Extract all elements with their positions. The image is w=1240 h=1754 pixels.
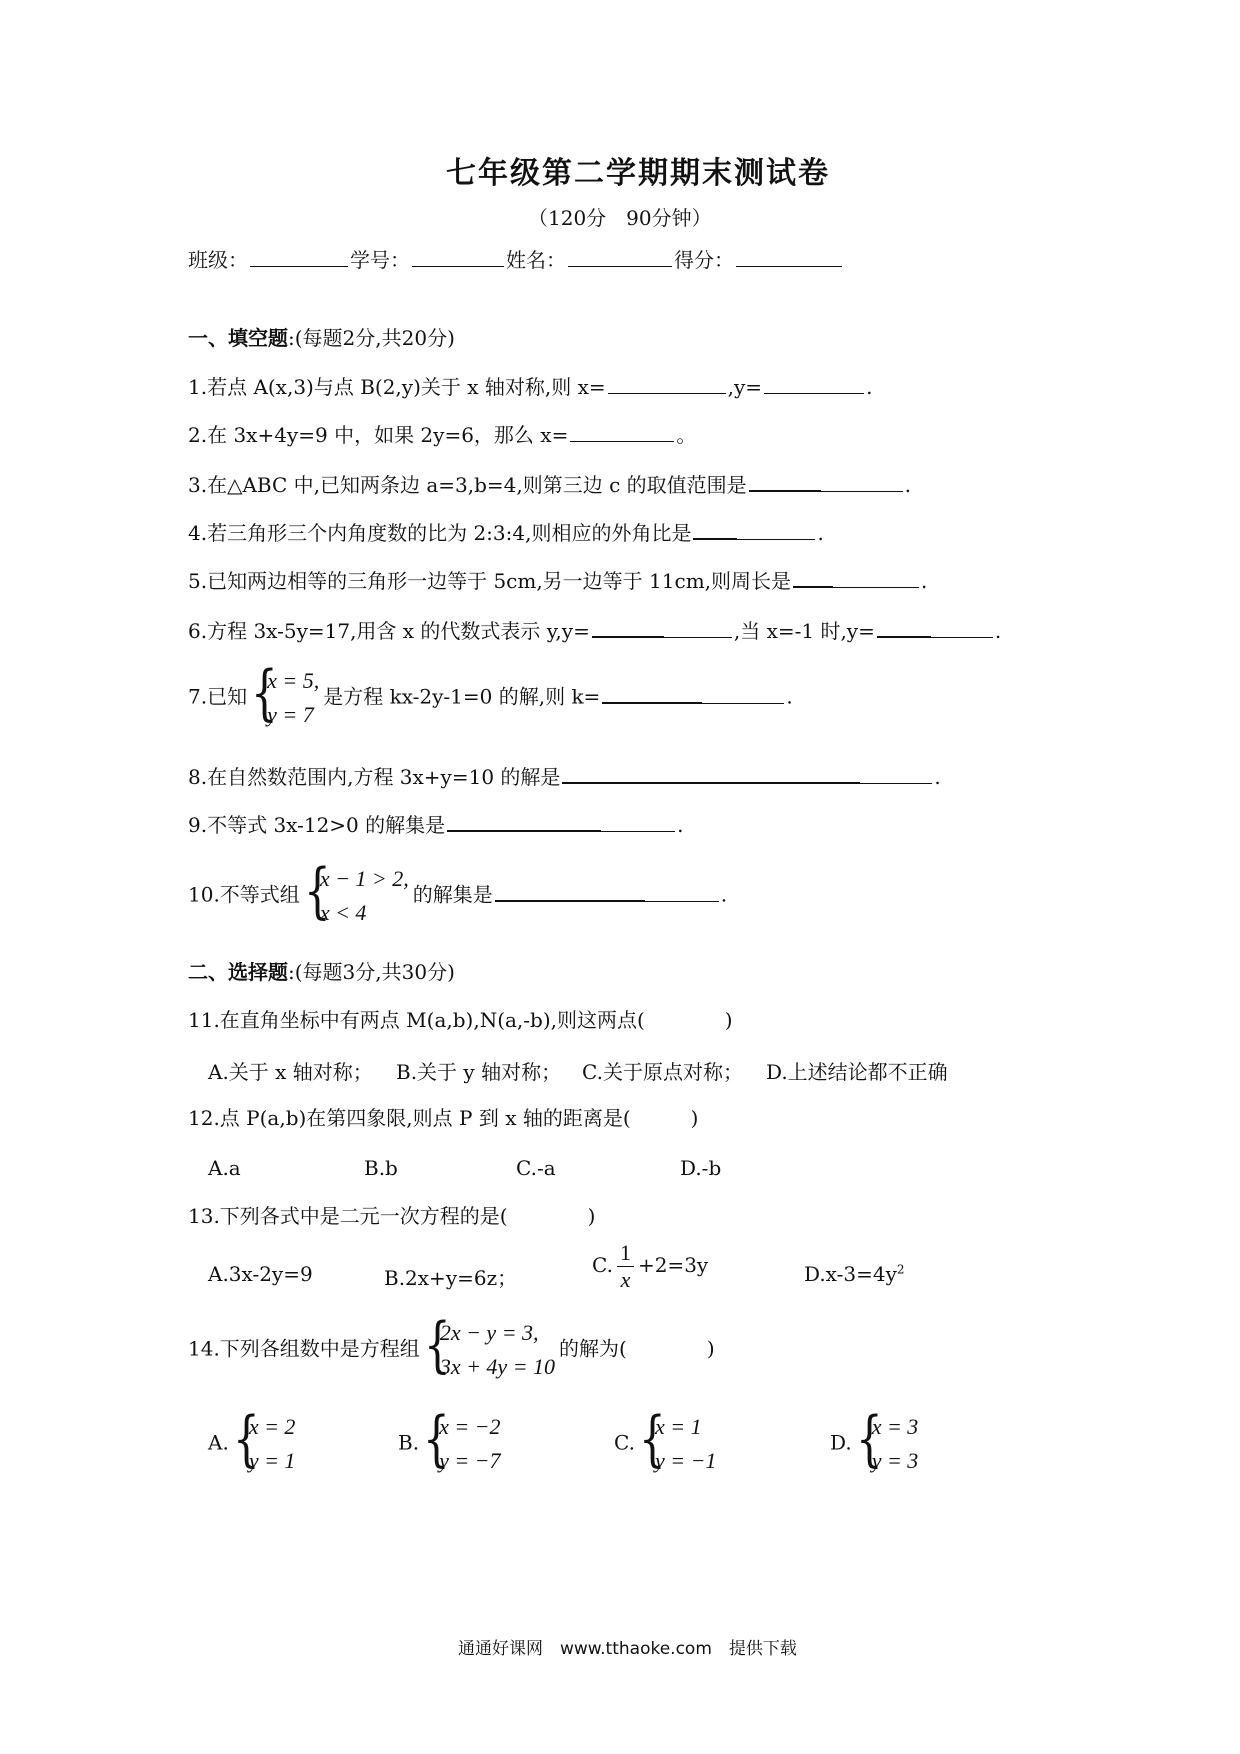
- question-10-pre: 10.不等式组: [188, 882, 300, 907]
- q14-option-d-eq1: x = 3: [871, 1414, 919, 1439]
- q14-option-a-eq1: x = 2: [248, 1414, 296, 1439]
- section1-note: :(每题2分,共20分): [288, 326, 455, 350]
- q14-option-d-eq2: y = 3: [871, 1448, 919, 1473]
- q14-option-b-eq2: y = −7: [439, 1448, 501, 1473]
- q11-option-b[interactable]: B.关于 y 轴对称；: [396, 1060, 562, 1084]
- q13-option-c-label: C.: [592, 1253, 613, 1277]
- q1-blank-x-bold[interactable]: [608, 373, 666, 394]
- question-6-text: 6.方程 3x-5y=17,用含 x 的代数式表示 y,y=: [188, 619, 590, 643]
- q5-blank-a[interactable]: [793, 566, 833, 588]
- q14-option-d[interactable]: [830, 1404, 922, 1478]
- q14-option-d-label: D.: [830, 1430, 852, 1455]
- section2-heading: [188, 956, 455, 985]
- name-label: 姓名：: [506, 248, 566, 272]
- question-1-mid: ,y=: [727, 375, 763, 399]
- section1-heading: [188, 322, 455, 351]
- q7-blank-a[interactable]: [602, 682, 702, 704]
- q3-blank-a[interactable]: [749, 470, 821, 492]
- q13-option-c-rest: +2=3y: [637, 1253, 709, 1277]
- section2-note: :(每题3分,共30分): [288, 960, 455, 984]
- q14-option-d-system: [855, 1404, 919, 1478]
- brace-icon: {: [423, 1404, 450, 1474]
- q7-equation-2: y = 7: [267, 702, 314, 727]
- q14-option-b[interactable]: [398, 1404, 505, 1478]
- question-9-end: .: [677, 813, 684, 837]
- fraction-numerator: 1: [617, 1240, 634, 1267]
- q6-blank-y1b[interactable]: [662, 617, 732, 638]
- q12-option-a[interactable]: A.a: [208, 1156, 241, 1180]
- fraction-denominator: x: [620, 1267, 631, 1292]
- q11-option-a[interactable]: A.关于 x 轴对称；: [208, 1060, 373, 1084]
- class-blank[interactable]: [250, 246, 348, 267]
- q13-option-d-exponent: 2: [896, 1262, 905, 1277]
- q14-option-b-system: [423, 1404, 501, 1478]
- brace-icon: {: [638, 1404, 666, 1474]
- q6-blank-y1a[interactable]: [592, 616, 664, 638]
- q9-blank-a[interactable]: [447, 810, 601, 832]
- page-subtitle: （120分 90分钟）: [528, 206, 712, 230]
- question-5-text: 5.已知两边相等的三角形一边等于 5cm,另一边等于 11cm,则周长是: [188, 569, 792, 593]
- class-label: 班级：: [188, 248, 248, 272]
- question-7: [188, 658, 793, 732]
- q12-option-d[interactable]: D.-b: [680, 1156, 722, 1180]
- q6-blank-y2a[interactable]: [877, 616, 931, 638]
- q14-equation-1: 2x − y = 3,: [439, 1320, 539, 1345]
- brace-icon: {: [232, 1404, 260, 1474]
- q13-fraction: [617, 1240, 634, 1293]
- score-label: 得分：: [674, 248, 734, 272]
- question-9: [188, 810, 684, 839]
- question-2: [188, 421, 696, 449]
- q1-blank-y[interactable]: [764, 373, 864, 394]
- q13-option-c[interactable]: [592, 1240, 708, 1293]
- question-14-post: 的解为( ): [559, 1336, 715, 1361]
- question-2-text: 2.在 3x+4y=9 中，如果 2y=6，那么 x=: [188, 423, 569, 447]
- question-4-end: .: [817, 521, 824, 545]
- question-8: [188, 762, 941, 791]
- q2-blank[interactable]: [570, 421, 674, 442]
- q14-option-c-label: C.: [614, 1430, 635, 1455]
- q14-equation-system: [423, 1310, 556, 1384]
- question-6-mid: ,当 x=-1 时,y=: [733, 619, 875, 643]
- q10-inequality-2: x < 4: [319, 900, 367, 925]
- q12-option-c[interactable]: C.-a: [516, 1156, 556, 1180]
- q13-option-a[interactable]: A.3x-2y=9: [208, 1262, 313, 1286]
- q5-blank-b[interactable]: [831, 567, 919, 588]
- q11-option-c[interactable]: C.关于原点对称；: [582, 1060, 743, 1084]
- question-5-end: .: [921, 569, 928, 593]
- number-label: 学号：: [350, 248, 410, 272]
- brace-icon: {: [423, 1310, 451, 1380]
- question-3: [188, 470, 911, 499]
- q3-blank-b[interactable]: [819, 471, 903, 492]
- question-2-end: 。: [676, 423, 697, 447]
- brace-icon: {: [251, 658, 278, 728]
- question-6-end: .: [994, 619, 1002, 643]
- q14-option-c-system: [638, 1404, 717, 1478]
- q14-option-c-eq1: x = 1: [654, 1414, 702, 1439]
- q10-blank-a[interactable]: [495, 880, 645, 902]
- q4-blank-a[interactable]: [693, 518, 737, 540]
- question-3-text: 3.在△ABC 中,已知两条边 a=3,b=4,则第三边 c 的取值范围是: [188, 473, 747, 497]
- q4-blank-b[interactable]: [735, 519, 815, 540]
- section2-title: 二、选择题: [188, 960, 288, 984]
- page-footer: 通通好课网 www.tthaoke.com 提供下载: [458, 1639, 797, 1659]
- name-blank[interactable]: [568, 246, 672, 267]
- question-7-end: .: [786, 684, 793, 709]
- q14-option-b-label: B.: [398, 1430, 420, 1455]
- q14-equation-2: 3x + 4y = 10: [439, 1354, 556, 1379]
- q9-blank-b[interactable]: [599, 811, 675, 832]
- q14-option-b-eq1: x = −2: [439, 1414, 501, 1439]
- question-14: [188, 1310, 715, 1384]
- question-10-post: 的解集是: [412, 882, 493, 907]
- q13-option-d-text: D.x-3=4y: [804, 1262, 897, 1286]
- q13-option-b[interactable]: B.2x+y=6z；: [384, 1266, 518, 1290]
- q14-option-c-eq2: y = −1: [654, 1448, 717, 1473]
- question-3-end: .: [904, 473, 912, 497]
- question-8-text: 8.在自然数范围内,方程 3x+y=10 的解是: [188, 765, 561, 789]
- q14-option-c[interactable]: [614, 1404, 720, 1478]
- q1-blank-x[interactable]: [664, 373, 726, 394]
- question-8-end: .: [934, 765, 941, 789]
- q14-option-a[interactable]: [208, 1404, 299, 1478]
- brace-icon: {: [303, 856, 331, 926]
- score-blank[interactable]: [736, 246, 842, 267]
- question-6: [188, 616, 1001, 645]
- q10-blank-b[interactable]: [643, 881, 719, 902]
- question-13: 13.下列各式中是二元一次方程的是( ): [188, 1204, 596, 1228]
- question-4-text: 4.若三角形三个内角度数的比为 2:3:4,则相应的外角比是: [188, 521, 692, 545]
- q13-option-d[interactable]: [804, 1262, 905, 1286]
- q10-inequality-system: [303, 856, 409, 930]
- q8-blank-b[interactable]: [858, 763, 932, 784]
- q7-equation-1: x = 5,: [267, 668, 320, 693]
- question-1-text: 1.若点 A(x,3)与点 B(2,y)关于 x 轴对称,则 x=: [188, 375, 606, 399]
- question-1: [188, 373, 872, 401]
- question-10-end: .: [720, 882, 728, 907]
- question-5: [188, 566, 927, 595]
- q7-blank-b[interactable]: [700, 683, 784, 704]
- question-10: [188, 856, 728, 930]
- section1-title: 一、填空题: [188, 326, 288, 350]
- question-9-text: 9.不等式 3x-12>0 的解集是: [188, 813, 446, 837]
- q14-option-a-system: [232, 1404, 296, 1478]
- question-7-post: 是方程 kx-2y-1=0 的解,则 k=: [323, 684, 601, 709]
- q6-blank-y2b[interactable]: [929, 617, 993, 638]
- q14-option-a-label: A.: [208, 1430, 229, 1455]
- question-11: 11.在直角坐标中有两点 M(a,b),N(a,-b),则这两点( ): [188, 1008, 733, 1032]
- q8-blank-a[interactable]: [562, 762, 860, 784]
- question-12: 12.点 P(a,b)在第四象限,则点 P 到 x 轴的距离是( ): [188, 1106, 699, 1130]
- q12-option-b[interactable]: B.b: [364, 1156, 398, 1180]
- question-4: [188, 518, 824, 547]
- question-7-pre: 7.已知: [188, 684, 248, 709]
- question-1-end: .: [866, 375, 873, 399]
- question-14-pre: 14.下列各组数中是方程组: [188, 1336, 420, 1361]
- page-title: 七年级第二学期期末测试卷: [446, 156, 830, 191]
- q14-option-a-eq2: y = 1: [248, 1448, 296, 1473]
- q7-equation-system: [251, 658, 320, 732]
- q11-option-d[interactable]: D.上述结论都不正确: [766, 1060, 948, 1084]
- brace-icon: {: [855, 1404, 883, 1474]
- info-line: [188, 246, 844, 274]
- number-blank[interactable]: [412, 246, 504, 267]
- q10-inequality-1: x − 1 > 2,: [319, 866, 409, 891]
